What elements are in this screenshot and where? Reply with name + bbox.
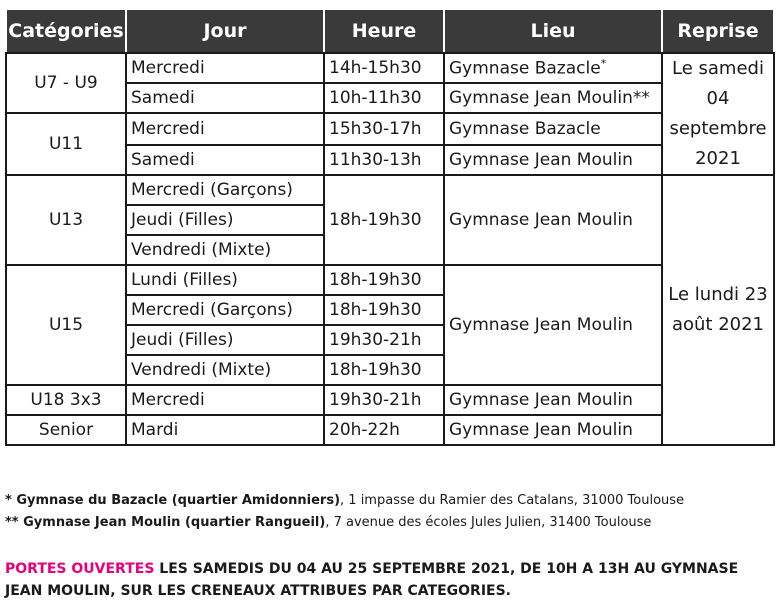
time-cell: 20h-22h [324,415,444,445]
reprise-cell: Le lundi 23 août 2021 [662,175,774,445]
time-cell: 14h-15h30 [324,53,444,83]
footnote-mark: * [600,57,607,71]
day-cell: Jeudi (Filles) [126,325,324,355]
open-doors-highlight: PORTES OUVERTES [5,561,155,577]
table-row [6,385,774,415]
header-lieu: Lieu [444,9,662,53]
time-cell: 18h-19h30 [324,265,444,295]
day-cell: Jeudi (Filles) [126,205,324,235]
table-row [6,265,774,295]
time-cell: 19h30-21h [324,325,444,355]
place-cell: Gymnase Jean Moulin [444,145,662,175]
table-row [6,53,774,83]
table-row [6,415,774,445]
footnote-jean-moulin [5,512,684,534]
time-cell: 18h-19h30 [324,295,444,325]
day-cell: Mardi [126,415,324,445]
time-cell: 10h-11h30 [324,83,444,113]
footnote-jean-moulin-name: ** Gymnase Jean Moulin (quartier Rangueil) [5,515,326,530]
day-cell: Vendredi (Mixte) [126,355,324,385]
day-cell: Mercredi [126,385,324,415]
place-cell: Gymnase Jean Moulin [444,385,662,415]
day-cell: Vendredi (Mixte) [126,235,324,265]
footnote-bazacle-name: * Gymnase du Bazacle (quartier Amidonniers) [5,493,341,508]
day-cell: Mercredi (Garçons) [126,175,324,205]
place-cell: Gymnase Jean Moulin** [444,83,662,113]
header-heure: Heure [324,9,444,53]
table-row [6,175,774,205]
place-label: Gymnase Bazacle [449,58,601,79]
day-cell: Lundi (Filles) [126,265,324,295]
header-reprise: Reprise [662,9,774,53]
header-row [6,9,774,53]
category-cell: U15 [6,265,126,385]
place-cell: Gymnase Jean Moulin [444,175,662,265]
day-cell: Samedi [126,145,324,175]
header-jour: Jour [126,9,324,53]
day-cell: Mercredi (Garçons) [126,295,324,325]
footnote-bazacle-address: , 1 impasse du Ramier des Catalans, 31000 Toulouse [340,493,685,508]
footnote-jean-moulin-address: , 7 avenue des écoles Jules Julien, 31400 Toulouse [325,515,652,530]
footnotes [5,490,684,534]
time-cell: 11h30-13h [324,145,444,175]
place-cell: Gymnase Jean Moulin [444,265,662,385]
time-cell: 18h-19h30 [324,175,444,265]
header-categories: Catégories [6,9,126,53]
footnote-bazacle [5,490,684,512]
category-cell: U7 - U9 [6,53,126,113]
reprise-cell: Le samedi 04 septembre 2021 [662,53,774,175]
category-cell: U13 [6,175,126,265]
schedule-table [5,8,775,446]
time-cell: 15h30-17h [324,113,444,145]
time-cell: 19h30-21h [324,385,444,415]
category-cell: U18 3x3 [6,385,126,415]
category-cell: U11 [6,113,126,175]
place-cell: Gymnase Jean Moulin [444,415,662,445]
open-doors-text: LES SAMEDIS DU 04 AU 25 SEPTEMBRE 2021, DE 10H A 13H AU GYMNASE JEAN MOULIN, SUR LES CRENEAUX ATTRIBUES PAR CATEGORIES. [5,561,739,599]
day-cell: Mercredi [126,53,324,83]
time-cell: 18h-19h30 [324,355,444,385]
category-cell: Senior [6,415,126,445]
day-cell: Mercredi [126,113,324,145]
place-cell [444,53,662,83]
day-cell: Samedi [126,83,324,113]
open-doors-notice [5,558,770,602]
table-row [6,113,774,145]
place-cell: Gymnase Bazacle [444,113,662,145]
